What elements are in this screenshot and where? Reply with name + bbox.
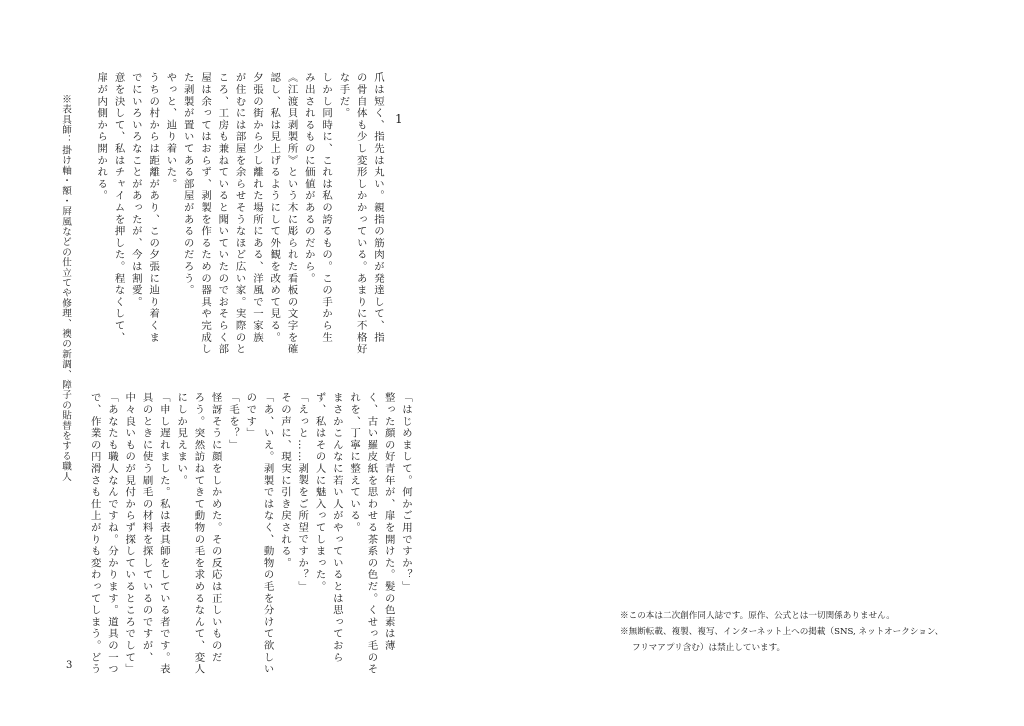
- chapter-number: 1: [395, 112, 403, 126]
- story-text-upper: 爪は短く、指先は丸い。親指の筋肉が発達して、指 の骨自体も少し変形しかかっている。あまりに不格好 な手だ。 しかし同時に、これは私の誇るもの。この手から生 み出されるものに価値があるのだから。 《江渡貝剥製所》という木に彫られた看板の文字を確 認し、私は見上げるようにして外観を改めて見る。 夕張の街から少し離れた場所にある、洋風で一家族 が住むには部屋を余らせそうなほど広い家。実際のと ころ、工房も兼ねていると聞いていたのでおそらく部 屋は余ってはおらず、剥製を作るための器具や完成し た剥製が置いてある部屋があるのだろう。 やっと、辿り着いた。 うちの村からは距離があり、この夕張に辿り着くま でにいろいろなことがあったが、今は割愛。 意を決して、私はチャイムを押した。程なくして、 扉が内側から開かれる。: [95, 72, 384, 356]
- page-number: 3: [66, 660, 73, 671]
- colophon: [620, 608, 943, 656]
- colophon-line: ※無断転載、複製、複写、インターネット上への掲載（SNS, ネットオークション、: [620, 627, 944, 637]
- colophon-line: ※この本は二次創作同人誌です。原作、公式とは一切関係ありません。: [620, 611, 895, 621]
- story-text-lower: 「はじめまして。何かご用ですか？」 整った顔の好青年が、扉を開けた。髪の色素は薄 く、古い羅皮紙を思わせる茶系の色だ。くせっ毛のそ れを、丁寧に整えている。 まさかこんなに若い人がやっているとは思っておら ず、私はその人に魅入ってしまった。 「えっと……剥製をご所望ですか？」 その声に、現実に引き戻される。 「あ、いえ。剥製ではなく、動物の毛を分けて欲しい のです」 「毛を？」 怪訝そうに顔をしかめた。その反応は正しいものだ ろう。突然訪ねてきて動物の毛を求めるなんて、変人 にしか見えまい。 「申し遅れました。私は表具師をしている者です。表 具のときに使う刷毛の材料を探しているのですが、 中々良いものが見付からず探しているところでして」 「あなたも職人なんですね。分かります。道具の一つ で、作業の円滑さも仕上がりも変わってしまう。どう: [88, 392, 412, 676]
- colophon-line: フリマアプリ含む）は禁止しています。: [632, 643, 786, 653]
- footnote: ※表具師：掛け軸・額・屛風などの仕立てや修理、襖の新調、障子の貼替をする職人: [60, 94, 71, 482]
